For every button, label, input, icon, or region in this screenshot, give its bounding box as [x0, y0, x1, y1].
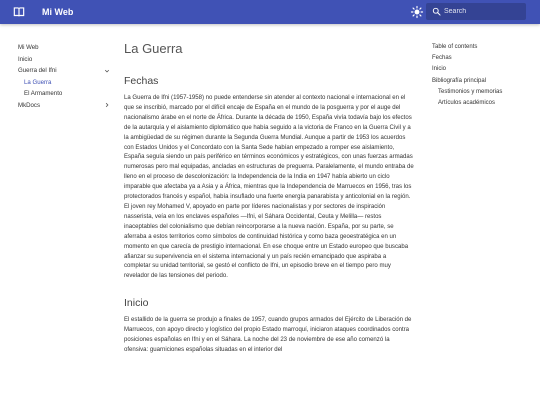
toc-heading: Table of contents [432, 44, 478, 50]
section-heading-fechas: Fechas [124, 75, 159, 87]
toc-item-bibliografia-principal[interactable]: Bibliografía principal [432, 77, 487, 84]
search-icon [432, 7, 441, 16]
site-title[interactable]: Mi Web [42, 7, 74, 17]
page-title: La Guerra [124, 41, 183, 56]
nav-item-label: Inicio [18, 55, 33, 63]
nav-item-el-armamento[interactable] [18, 88, 110, 100]
chevron-down-icon[interactable] [104, 68, 110, 74]
section-heading-inicio: Inicio [124, 297, 149, 310]
nav-item-label: El Armamento [24, 90, 63, 97]
nav-item-label: MkDocs [18, 101, 41, 109]
nav-item-label: La Guerra [24, 78, 52, 86]
main-content [124, 40, 414, 370]
nav-heading: Mi Web [18, 44, 39, 51]
search-input[interactable] [444, 3, 524, 20]
nav-item-la-guerra[interactable] [18, 77, 110, 89]
nav-item-label: Guerra del Ifni [18, 67, 57, 74]
table-of-contents [432, 42, 536, 109]
toc-item-articulos-academicos[interactable]: Artículos académicos [438, 100, 496, 107]
primary-nav [18, 42, 110, 111]
book-logo-icon[interactable] [12, 5, 26, 19]
toc-item-inicio[interactable]: Inicio [432, 66, 447, 73]
search-box[interactable] [426, 3, 526, 20]
nav-item-inicio[interactable] [18, 54, 110, 66]
section-paragraph: El estallido de la guerra se produjo a finales de 1957, cuando grupos armados del Ejército de Liberación de Marruecos, con apoyo directo y logístico del propio Estado marroquí, iniciaron ataques coordinados contra posiciones españolas en Ifni y en el Sáhara. La noche del 23 de noviembre de ese año comenzó la ofensiva: guarniciones españolas situadas en el interior del [124, 317, 412, 353]
toc-item-fechas[interactable]: Fechas [432, 55, 452, 62]
top-header [0, 0, 540, 24]
section-paragraph: La Guerra de Ifni (1957-1958) no puede entenderse sin atender al contexto nacional e internacional en el que se inscribió, marcado por el difícil encaje de España en el mundo de la posguerra y por el auge del nacionalismo árabe en el norte de África. Durante la década de 1950, España vivía todavía bajo los efectos de la autarquía y el aislamiento diplomático que había seguido a la victoria de Franco en la Guerra Civil y a la ambigüedad de su régimen durante la Segunda Guerra Mundial. Aunque a partir de 1953 los acuerdos con Estados Unidos y el Concordato con la Santa Sede habían empezado a romper ese aislamiento, España seguía siendo un país periférico en términos económicos y estratégicos, con unas fuerzas armadas numerosas pero mal equipadas, ancladas en estructuras de preguerra. Paralelamente, el mundo entraba de lleno en el proceso de descolonización: la Independencia de la India en 1947 había abierto un ciclo imparable que afectaba ya a Asia y a África, mientras que la Independencia de Marruecos en 1956, tras los protectorados francés y español, había insuflado una fuerte energía panarabista y anticolonial en la región. El joven rey Mohamed V, apoyado en parte por líderes nacionalistas y por sectores de inspiración nasserista, veía en los enclaves españoles —Ifni, el Sáhara Occidental, Ceuta y Melilla— restos inaceptables del colonialismo que debían reincorporarse a la nueva nación. España, por su parte, se aferraba a estos territorios como símbolos de continuidad histórica y como baza geoestratégica en un momento en que carecía de prestigio internacional. En ese choque entre un Estado europeo que buscaba afianzar su supervivencia en el sistema internacional y un país recién emancipado que aspiraba a completar su unidad territorial, se gestó el conflicto de Ifni, un episodio breve en el tiempo pero muy revelador de las tensiones del periodo. [124, 95, 414, 280]
nav-item-mkdocs[interactable] [18, 100, 110, 112]
toc-item-testimonios-y-memorias[interactable]: Testimonios y memorias [438, 88, 503, 95]
nav-item-guerra-del-ifni[interactable] [18, 65, 110, 77]
chevron-right-icon[interactable] [104, 102, 110, 108]
brightness-toggle-icon[interactable] [410, 5, 424, 19]
